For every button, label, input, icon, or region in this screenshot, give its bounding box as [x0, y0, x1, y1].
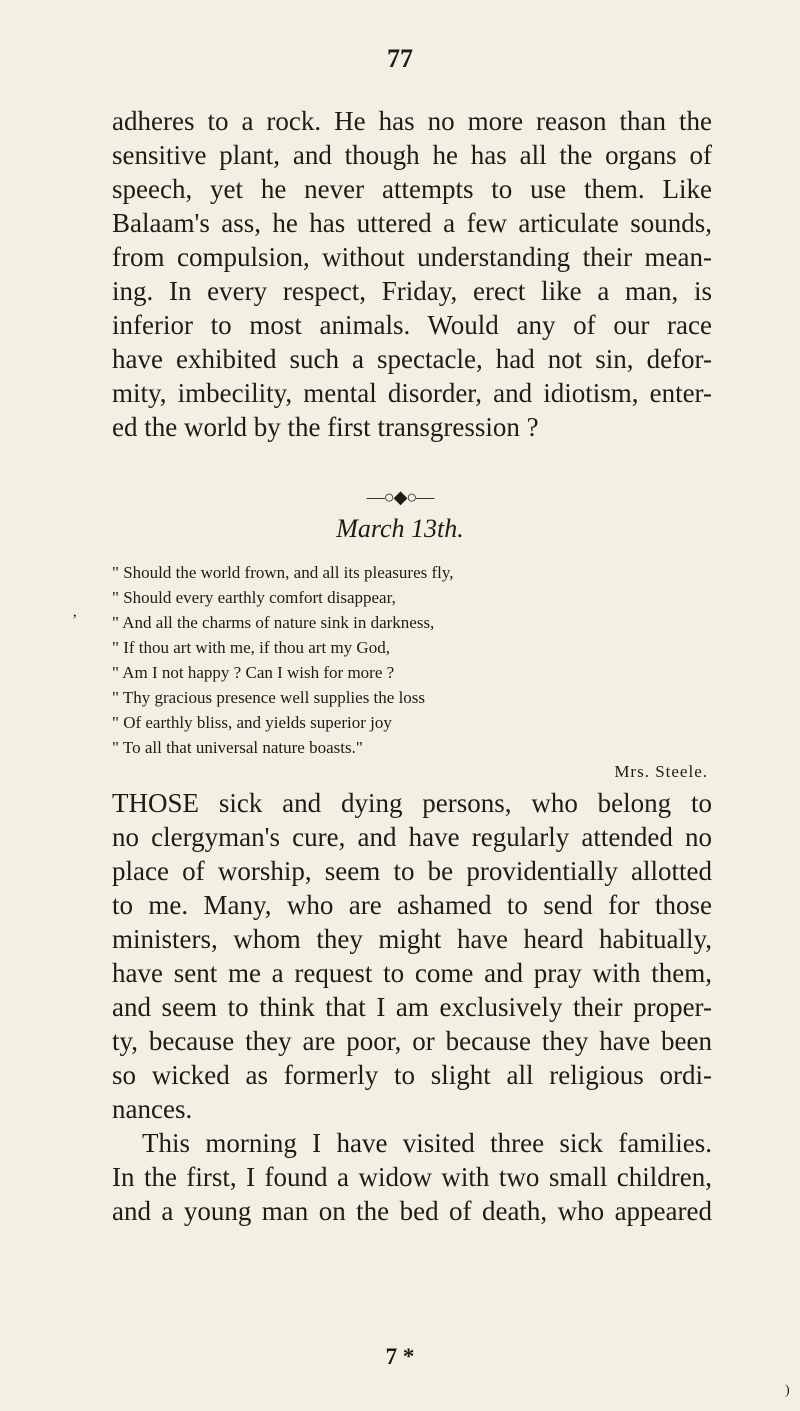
text-line: nances.: [112, 1094, 193, 1124]
poem-line: " Should every earthly comfort disappear,: [112, 588, 396, 607]
poem-line: " Should the world frown, and all its pleasures fly,: [112, 563, 454, 582]
poem-line: " Of earthly bliss, and yields superior joy: [112, 713, 392, 732]
poem-attribution: Mrs. Steele.: [614, 762, 708, 781]
text-line: have exhibited such a spectacle, had not sin, defor-: [112, 344, 712, 374]
text-line: THOSE sick and dying persons, who belong to: [112, 788, 712, 818]
text-line: have sent me a request to come and pray with them,: [112, 958, 712, 988]
page-number: 77: [387, 44, 413, 73]
text-line: from compulsion, without understanding their mean-: [112, 242, 712, 272]
text-line: sensitive plant, and though he has all the organs of: [112, 140, 712, 170]
poem-line: " Thy gracious presence well supplies the loss: [112, 688, 426, 707]
poem-line: " And all the charms of nature sink in darkness,: [112, 613, 435, 632]
text-line: and a young man on the bed of death, who appeared: [112, 1196, 712, 1226]
text-line: adheres to a rock. He has no more reason than the: [112, 106, 712, 136]
poem-line: " Am I not happy ? Can I wish for more ?: [112, 663, 395, 682]
text-line: ty, because they are poor, or because they have been: [112, 1026, 712, 1056]
text-line: place of worship, seem to be providentially allotted: [112, 856, 712, 886]
text-line: to me. Many, who are ashamed to send for those: [112, 890, 712, 920]
margin-mark: ): [785, 1383, 790, 1398]
text-line: inferior to most animals. Would any of our race: [112, 310, 712, 340]
margin-mark: ’: [72, 612, 78, 629]
poem-line: " If thou art with me, if thou art my God,: [112, 638, 390, 657]
text-line: ing. In every respect, Friday, erect like a man, is: [112, 276, 712, 306]
text-line: speech, yet he never attempts to use them. Like: [112, 174, 712, 204]
text-line: ministers, whom they might have heard habitually,: [112, 924, 712, 954]
section-ornament: —○◆○—: [366, 487, 434, 507]
text-line: In the first, I found a widow with two small children,: [112, 1162, 712, 1192]
text-line: and seem to think that I am exclusively their proper-: [112, 992, 712, 1022]
paragraph-1: [112, 104, 712, 444]
text-line: mity, imbecility, mental disorder, and idiotism, enter-: [112, 378, 712, 408]
poem-quotation: [112, 560, 712, 760]
text-line: This morning I have visited three sick families.: [142, 1128, 712, 1158]
text-line: so wicked as formerly to slight all religious ordi-: [112, 1060, 712, 1090]
poem-line: " To all that universal nature boasts.": [112, 738, 363, 757]
paragraph-2: [112, 786, 712, 1228]
text-line: Balaam's ass, he has uttered a few articulate sounds,: [112, 208, 712, 238]
text-line: no clergyman's cure, and have regularly attended no: [112, 822, 712, 852]
date-heading: March 13th.: [336, 514, 464, 543]
text-line: ed the world by the first transgression ?: [112, 412, 539, 442]
signature-mark: 7 *: [385, 1344, 415, 1369]
